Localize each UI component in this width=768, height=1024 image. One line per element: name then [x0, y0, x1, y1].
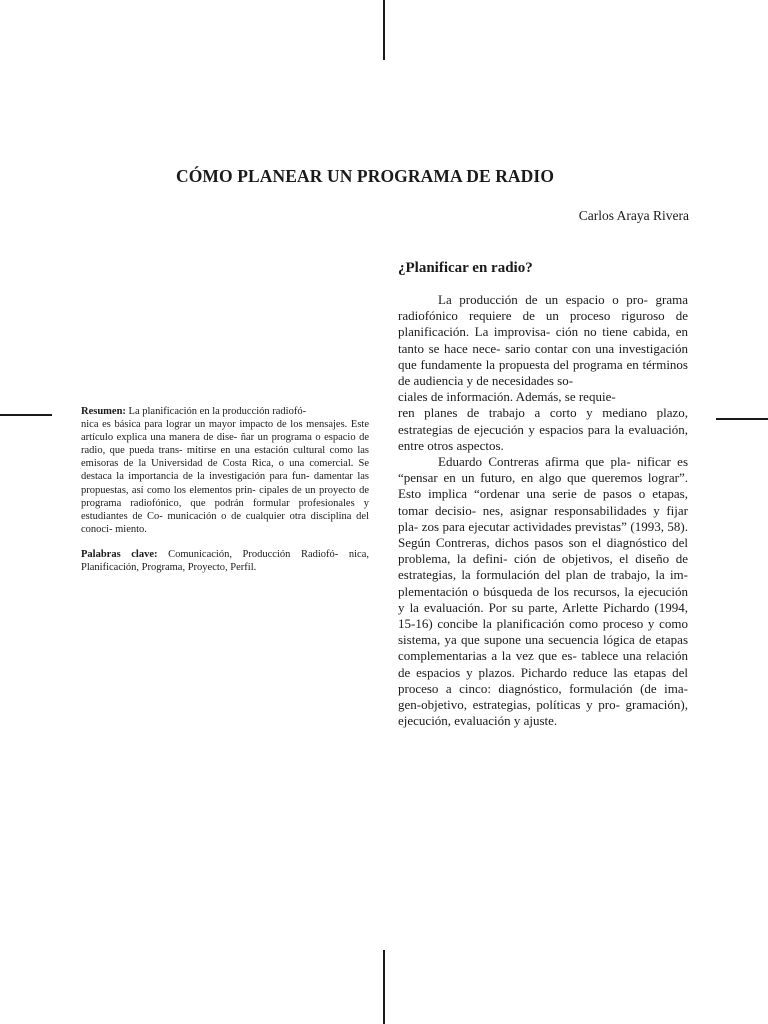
- body-column: [398, 292, 688, 729]
- abstract-text-start: La planificación en la producción radiofó-: [125, 406, 307, 417]
- author-name: Carlos Araya Rivera: [578, 208, 689, 223]
- crop-mark-top: [383, 0, 385, 60]
- article-title: CÓMO PLANEAR UN PROGRAMA DE RADIO: [175, 166, 555, 186]
- abstract-label: Resumen:: [81, 406, 126, 417]
- body-paragraph: La producción de un espacio o pro- grama radiofónico requiere de un proceso riguroso de planificación. La improvisa- ción no tiene cabida, en tanto se hace nece- sario contar con una investigación que fundamente la propuesta del programa en términos de audiencia y de necesidades so-: [398, 292, 688, 389]
- keywords-text: Comunicación, Producción Radiofó- nica, Planificación, Programa, Proyecto, Perfil.: [81, 548, 369, 574]
- crop-mark-left: [0, 414, 52, 416]
- abstract-text: nica es básica para lograr un mayor impacto de los mensajes. Este artículo explica una manera de dise- ñar un programa o espacio de radio, que pueda trans- mitirse en una estación cultural como las emisoras de la Universidad de Costa Rica, o una comercial. Se destaca la importancia de la investigación para fun- damentar las propuestas, así como los elementos prin- cipales de un proyecto de programa radiofónico, que podrán formular profesionales y estudiantes de Co- municación o de cualquier otra disciplina del conoci- miento.: [81, 419, 369, 535]
- body-paragraph: ren planes de trabajo a corto y mediano plazo, estrategias de ejecución y espacios para la evaluación, entre otros aspectos.: [398, 405, 688, 453]
- section-heading: ¿Planificar en radio?: [398, 260, 533, 276]
- crop-mark-bottom: [383, 950, 385, 1024]
- abstract-first-line: [81, 405, 369, 418]
- crop-mark-right: [716, 418, 768, 420]
- keywords: [81, 548, 369, 574]
- body-paragraph: ciales de información. Además, se requie-: [398, 389, 616, 405]
- keywords-label: Palabras clave:: [81, 548, 158, 560]
- body-paragraph: Eduardo Contreras afirma que pla- nificar es “pensar en un futuro, en algo que queremos lograr”. Esto implica “ordenar una serie de pasos o etapas, tomar decisio- nes, asignar responsabilidades y fijar pla- zos para ejecutar actividades previstas” (1993, 58). Según Contreras, dichos pasos son el diagnóstico del problema, la defini- ción de objetivos, el diseño de estrategias, la formulación del plan de trabajo, la im- plementación o búsqueda de los recursos, la ejecución y la evaluación. Por su parte, Arlette Pichardo (1994, 15-16) concibe la planificación como proceso y como sistema, ya que supone una secuencia lógica de etapas complementarias a la vez que es- tablece una relación de espacios y plazos. Pichardo reduce las etapas del proceso a cinco: diagnóstico, formulación (de ima- gen-objetivo, estrategias, políticas y pro- gramación), ejecución, evaluación y ajuste.: [398, 454, 688, 729]
- abstract-block: [81, 405, 369, 574]
